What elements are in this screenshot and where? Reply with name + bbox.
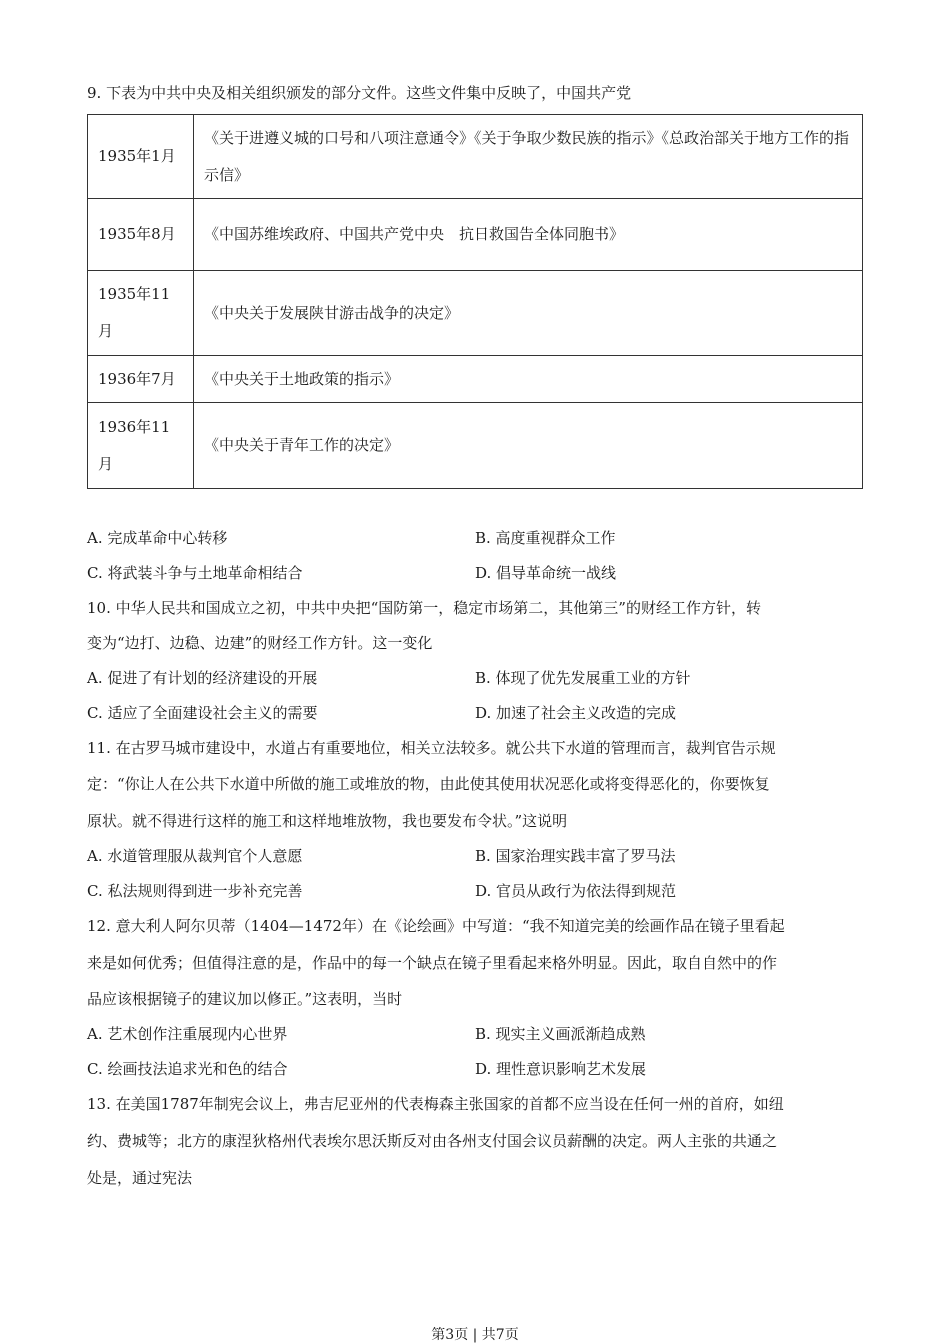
q9-option-a: A. 完成革命中心转移 — [87, 529, 228, 547]
q13-stem-line: 13. 在美国1787年制宪会议上，弗吉尼亚州的代表梅森主张国家的首都不应当设在任何一州的首府，如纽 — [87, 1095, 784, 1113]
table-date-cell: 1935年11月 — [88, 271, 194, 356]
q11-stem-line: 11. 在古罗马城市建设中，水道占有重要地位，相关立法较多。就公共下水道的管理而言，裁判官告示规 — [87, 739, 776, 757]
table-date-cell: 1935年1月 — [88, 115, 194, 199]
table-doc-cell: 《中央关于土地政策的指示》 — [194, 356, 863, 403]
table-row — [88, 271, 863, 356]
q12-option-a: A. 艺术创作注重展现内心世界 — [87, 1025, 288, 1043]
q9-option-d: D. 倡导革命统一战线 — [475, 564, 617, 582]
q13-stem-line: 处是，通过宪法 — [87, 1169, 193, 1187]
table-doc-cell: 《中央关于青年工作的决定》 — [194, 403, 863, 489]
table-date-cell: 1936年7月 — [88, 356, 194, 403]
q11-option-d: D. 官员从政行为依法得到规范 — [475, 882, 677, 900]
q12-stem-line: 12. 意大利人阿尔贝蒂（1404—1472年）在《论绘画》中写道：“我不知道完美的绘画作品在镜子里看起 — [87, 917, 785, 935]
q10-stem-line: 变为“边打、边稳、边建”的财经工作方针。这一变化 — [87, 634, 433, 652]
q9-option-c: C. 将武装斗争与土地革命相结合 — [87, 564, 303, 582]
table-row — [88, 356, 863, 403]
q12-option-d: D. 理性意识影响艺术发展 — [475, 1060, 647, 1078]
q10-option-c: C. 适应了全面建设社会主义的需要 — [87, 704, 318, 722]
q10-stem-line: 10. 中华人民共和国成立之初，中共中央把“国防第一，稳定市场第二，其他第三”的财经工作方针，转 — [87, 599, 761, 617]
q11-option-b: B. 国家治理实践丰富了罗马法 — [475, 847, 676, 865]
q9-option-b: B. 高度重视群众工作 — [475, 529, 616, 547]
table-date-cell: 1936年11月 — [88, 403, 194, 489]
q11-stem-line: 定：“你让人在公共下水道中所做的施工或堆放的物，由此使其使用状况恶化或将变得恶化的，你要恢复 — [87, 775, 770, 793]
table-doc-cell: 《中央关于发展陕甘游击战争的决定》 — [194, 271, 863, 356]
table-doc-cell: 《中国苏维埃政府、中国共产党中央 抗日救国告全体同胞书》 — [194, 199, 863, 271]
q12-stem-line: 来是如何优秀；但值得注意的是，作品中的每一个缺点在镜子里看起来格外明显。因此，取自自然中的作 — [87, 954, 778, 972]
q11-option-c: C. 私法规则得到进一步补充完善 — [87, 882, 303, 900]
table-row — [88, 199, 863, 271]
q11-stem-line: 原状。就不得进行这样的施工和这样地堆放物，我也要发布令状。”这说明 — [87, 812, 568, 830]
table-date-cell: 1935年8月 — [88, 199, 194, 271]
q11-option-a: A. 水道管理服从裁判官个人意愿 — [87, 847, 303, 865]
table-doc-cell: 《关于进遵义城的口号和八项注意通令》《关于争取少数民族的指示》《总政治部关于地方工作的指示信》 — [194, 115, 863, 199]
q9-stem: 9. 下表为中共中央及相关组织颁发的部分文件。这些文件集中反映了，中国共产党 — [87, 84, 632, 102]
table-row — [88, 115, 863, 199]
page-footer: 第3页 | 共7页 — [431, 1327, 519, 1343]
q12-option-b: B. 现实主义画派渐趋成熟 — [475, 1025, 646, 1043]
q12-stem-line: 品应该根据镜子的建议加以修正。”这表明，当时 — [87, 990, 403, 1008]
q12-option-c: C. 绘画技法追求光和色的结合 — [87, 1060, 288, 1078]
q10-option-d: D. 加速了社会主义改造的完成 — [475, 704, 677, 722]
documents-table — [87, 114, 863, 489]
q10-option-b: B. 体现了优先发展重工业的方针 — [475, 669, 691, 687]
table-row — [88, 403, 863, 489]
q13-stem-line: 约、费城等；北方的康涅狄格州代表埃尔思沃斯反对由各州支付国会议员薪酬的决定。两人主张的共通之 — [87, 1132, 778, 1150]
q10-option-a: A. 促进了有计划的经济建设的开展 — [87, 669, 318, 687]
